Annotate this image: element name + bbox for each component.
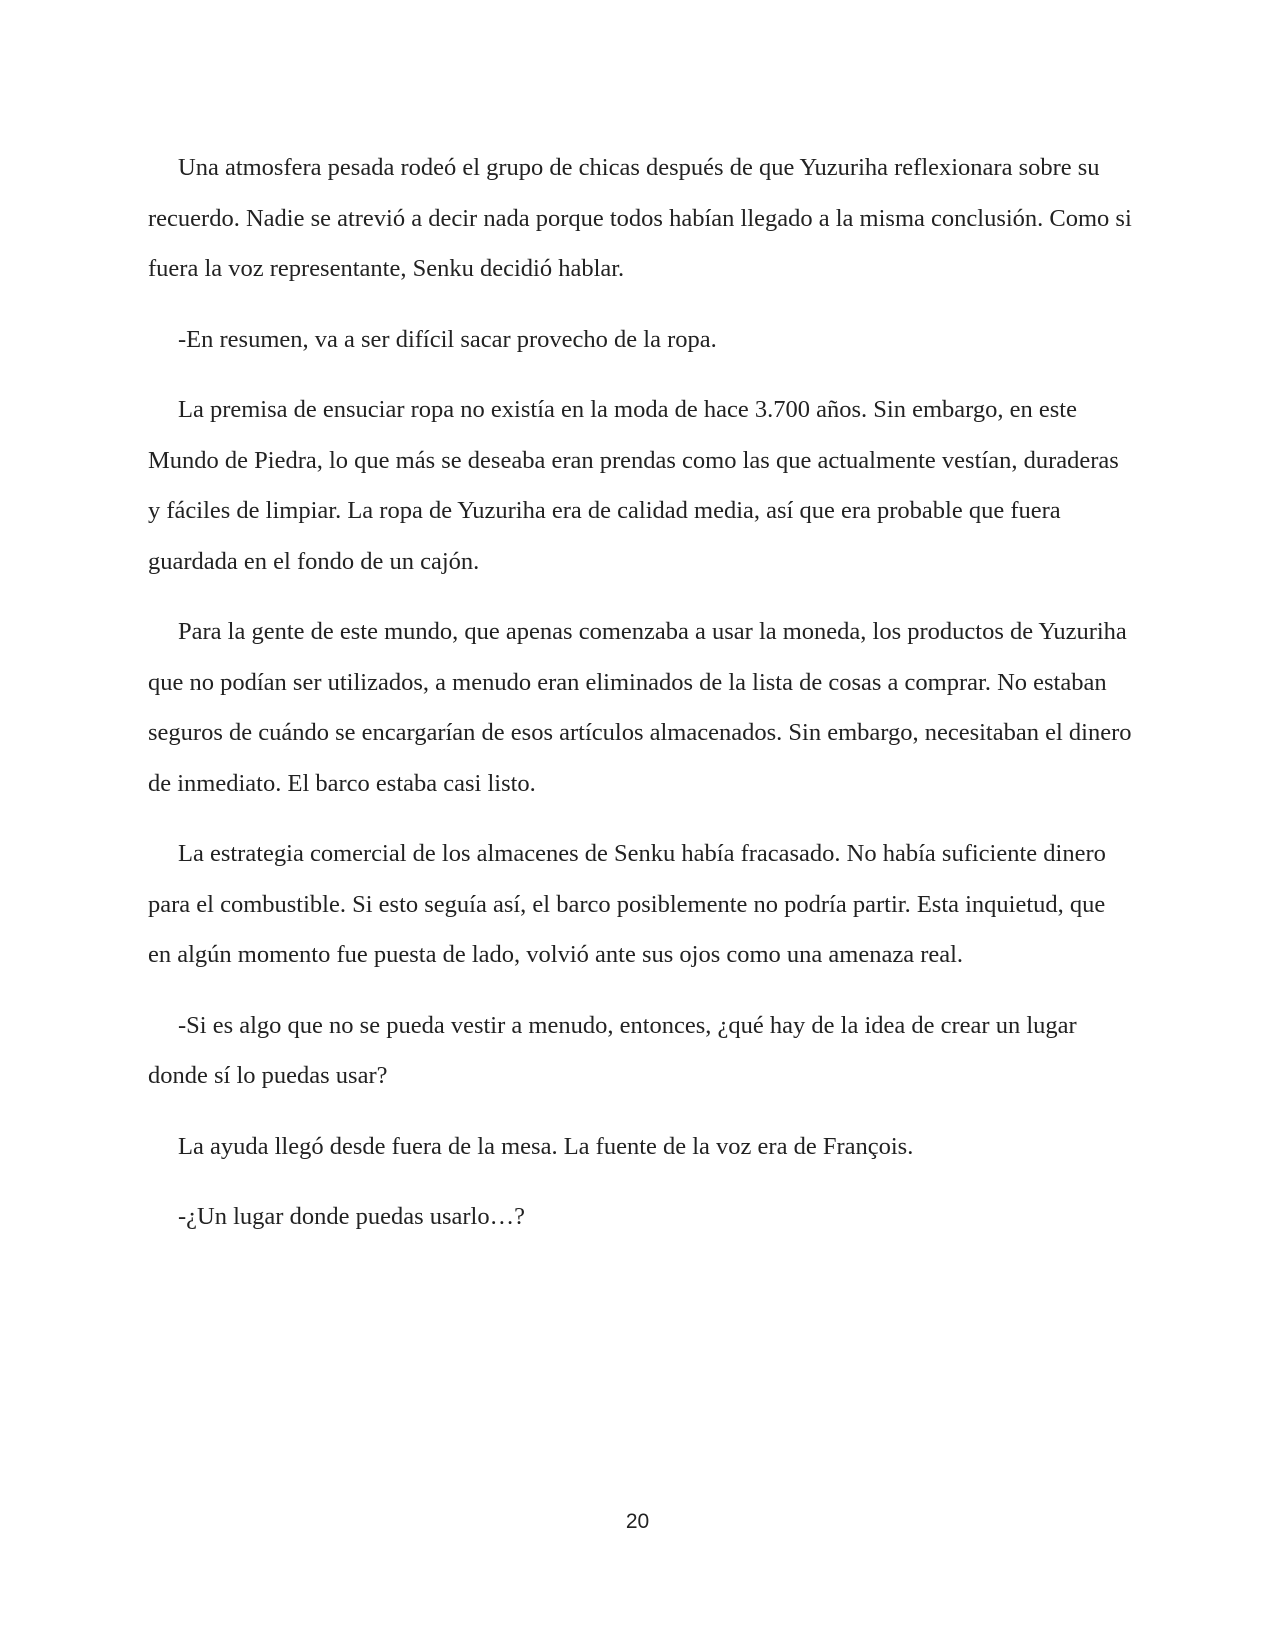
- paragraph: Una atmosfera pesada rodeó el grupo de chicas después de que Yuzuriha reflexionara sobre su recuerdo. Nadie se atrevió a decir nada porque todos habían llegado a la misma conclusión. Como si fuera la voz representante, Senku decidió hablar.: [148, 154, 1132, 282]
- paragraph: La estrategia comercial de los almacenes de Senku había fracasado. No había suficiente dinero para el combustible. Si esto seguía así, el barco posiblemente no podría partir. Esta inquietud, que en algún momento fue puesta de lado, volvió ante sus ojos como una amenaza real.: [148, 840, 1106, 968]
- body-text: [148, 143, 1133, 1263]
- page-number: 20: [625, 1510, 650, 1533]
- paragraph: -En resumen, va a ser difícil sacar provecho de la ropa.: [178, 325, 717, 353]
- paragraph: -¿Un lugar donde puedas usarlo…?: [178, 1203, 525, 1230]
- paragraph: Para la gente de este mundo, que apenas comenzaba a usar la moneda, los productos de Yuzuriha que no podían ser utilizados, a menudo eran eliminados de la lista de cosas a comprar. No estaban seguros de cuándo se encargarían de esos artículos almacenados. Sin embargo, necesitaban el dinero de inmediato. El barco estaba casi listo.: [148, 618, 1132, 797]
- paragraph: -Si es algo que no se pueda vestir a menudo, entonces, ¿qué hay de la idea de crear un lugar donde sí lo puedas usar?: [148, 1011, 1077, 1089]
- paragraph: La ayuda llegó desde fuera de la mesa. La fuente de la voz era de François.: [178, 1132, 914, 1160]
- paragraph: La premisa de ensuciar ropa no existía en la moda de hace 3.700 años. Sin embargo, en este Mundo de Piedra, lo que más se deseaba eran prendas como las que actualmente vestían, duraderas y fáciles de limpiar. La ropa de Yuzuriha era de calidad media, así que era probable que fuera guardada en el fondo de un cajón.: [148, 396, 1119, 575]
